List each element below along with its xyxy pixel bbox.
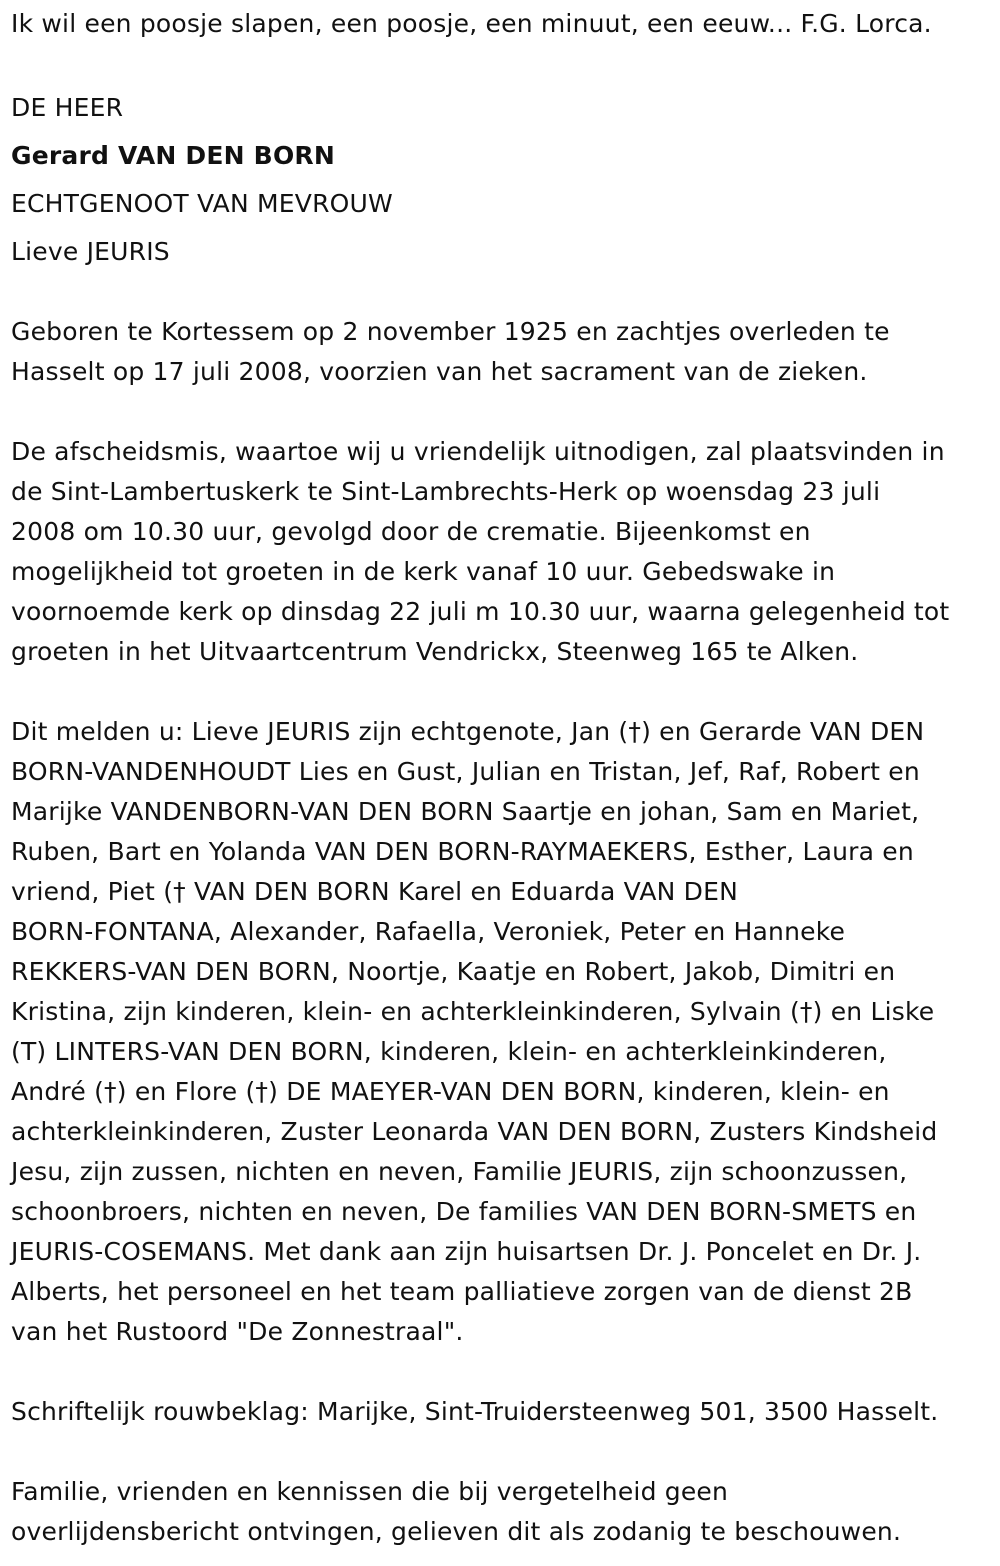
ceremony-paragraph (11, 432, 993, 672)
paragraph-line: voornoemde kerk op dinsdag 22 juli m 10.30 uur, waarna gelegenheid tot (11, 597, 950, 626)
paragraph-line: Alberts, het personeel en het team palliatieve zorgen van de dienst 2B (11, 1277, 913, 1306)
paragraph-line: Jesu, zijn zussen, nichten en neven, Familie JEURIS, zijn schoonzussen, (11, 1157, 908, 1186)
spacer (11, 276, 993, 312)
spacer (11, 1352, 993, 1392)
obituary-document (11, 4, 993, 1552)
spacer (11, 672, 993, 712)
spacer (11, 1432, 993, 1472)
spouse-name: Lieve JEURIS (11, 237, 170, 266)
opening-quote: Ik wil een poosje slapen, een poosje, een minuut, een eeuw... F.G. Lorca. (11, 9, 932, 38)
paragraph-line: Marijke VANDENBORN-VAN DEN BORN Saartje en johan, Sam en Mariet, (11, 797, 920, 826)
condolences-line: Schriftelijk rouwbeklag: Marijke, Sint-Truidersteenweg 501, 3500 Hasselt. (11, 1397, 939, 1426)
paragraph-line: de Sint-Lambertuskerk te Sint-Lambrechts-Herk op woensdag 23 juli (11, 477, 881, 506)
deceased-name: Gerard VAN DEN BORN (11, 141, 335, 170)
family-paragraph (11, 712, 993, 1352)
paragraph-line: Geboren te Kortessem op 2 november 1925 en zachtjes overleden te (11, 317, 890, 346)
paragraph-line: overlijdensbericht ontvingen, gelieven dit als zodanig te beschouwen. (11, 1517, 902, 1546)
paragraph-line: Ruben, Bart en Yolanda VAN DEN BORN-RAYMAEKERS, Esther, Laura en (11, 837, 914, 866)
paragraph-line: groeten in het Uitvaartcentrum Vendrickx, Steenweg 165 te Alken. (11, 637, 859, 666)
paragraph-line: BORN-FONTANA, Alexander, Rafaella, Veroniek, Peter en Hanneke (11, 917, 846, 946)
paragraph-line: Familie, vrienden en kennissen die bij vergetelheid geen (11, 1477, 729, 1506)
paragraph-line: André (†) en Flore (†) DE MAEYER-VAN DEN BORN, kinderen, klein- en (11, 1077, 890, 1106)
paragraph-line: Hasselt op 17 juli 2008, voorzien van het sacrament van de zieken. (11, 357, 868, 386)
paragraph-line: van het Rustoord "De Zonnestraal". (11, 1317, 464, 1346)
paragraph-line: schoonbroers, nichten en neven, De families VAN DEN BORN-SMETS en (11, 1197, 917, 1226)
closing-paragraph (11, 1472, 993, 1552)
spacer (11, 392, 993, 432)
paragraph-line: (T) LINTERS-VAN DEN BORN, kinderen, klein- en achterkleinkinderen, (11, 1037, 887, 1066)
relation-line: ECHTGENOOT VAN MEVROUW (11, 189, 393, 218)
paragraph-line: Kristina, zijn kinderen, klein- en achterkleinkinderen, Sylvain (†) en Liske (11, 997, 935, 1026)
paragraph-line: BORN-VANDENHOUDT Lies en Gust, Julian en Tristan, Jef, Raf, Robert en (11, 757, 920, 786)
paragraph-line: JEURIS-COSEMANS. Met dank aan zijn huisartsen Dr. J. Poncelet en Dr. J. (11, 1237, 922, 1266)
title-line: DE HEER (11, 93, 124, 122)
paragraph-line: vriend, Piet († VAN DEN BORN Karel en Eduarda VAN DEN (11, 877, 739, 906)
paragraph-line: Dit melden u: Lieve JEURIS zijn echtgenote, Jan (†) en Gerarde VAN DEN (11, 717, 925, 746)
paragraph-line: 2008 om 10.30 uur, gevolgd door de crematie. Bijeenkomst en (11, 517, 811, 546)
paragraph-line: De afscheidsmis, waartoe wij u vriendelijk uitnodigen, zal plaatsvinden in (11, 437, 945, 466)
paragraph-line: mogelijkheid tot groeten in de kerk vanaf 10 uur. Gebedswake in (11, 557, 836, 586)
paragraph-line: REKKERS-VAN DEN BORN, Noortje, Kaatje en Robert, Jakob, Dimitri en (11, 957, 896, 986)
paragraph-line: achterkleinkinderen, Zuster Leonarda VAN DEN BORN, Zusters Kindsheid (11, 1117, 938, 1146)
birth-death-paragraph (11, 312, 993, 392)
spacer (11, 44, 993, 84)
